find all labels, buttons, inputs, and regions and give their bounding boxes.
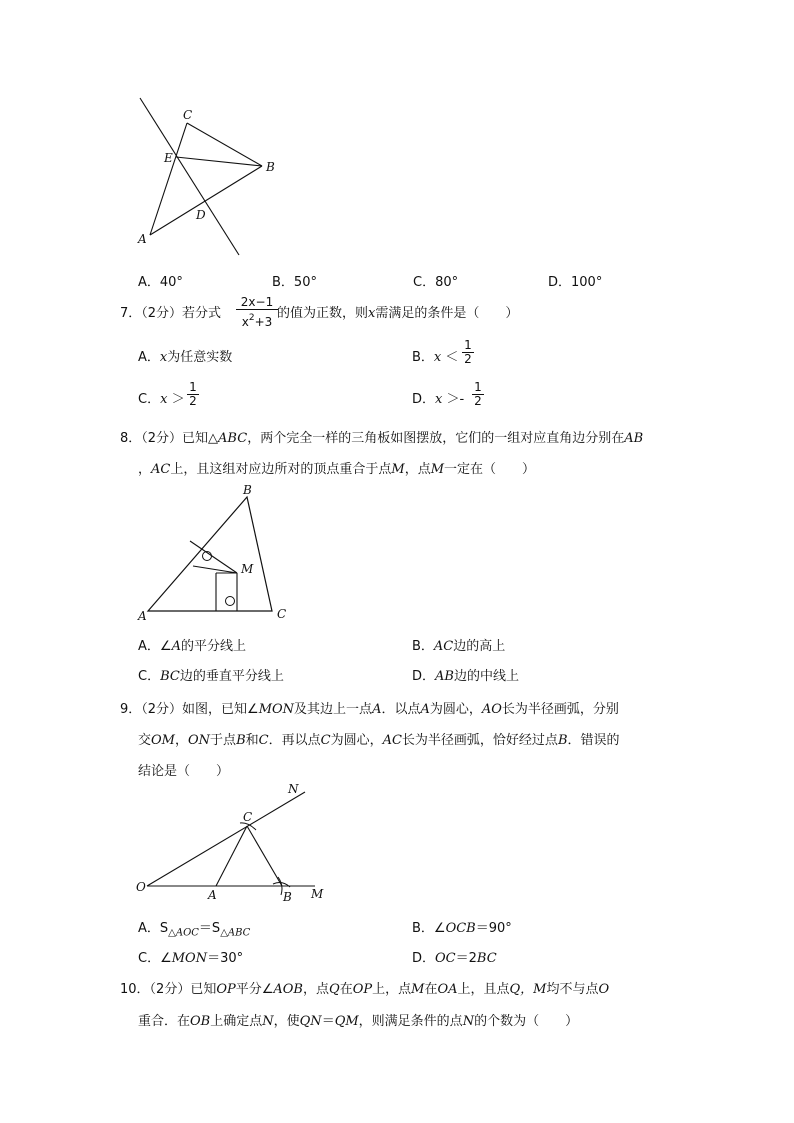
q8-option-b: B．AC边的高上 (412, 639, 506, 654)
q8-label-m: M (241, 562, 254, 576)
q9-label-b: B (283, 890, 292, 904)
q7-option-c-fraction: $\frac{1}{2}$ (187, 381, 199, 408)
q7-fraction: $\frac{2x-1}{x^2+3}$ (236, 296, 278, 329)
q9-stem-line2: 交OM，ON于点B和C．再以点C为圆心，AC长为半径画弧，恰好经过点B．错误的 (138, 733, 620, 748)
q9-label-a: A (208, 888, 217, 902)
q9-option-b: B．∠OCB＝90° (412, 921, 512, 936)
q6-label-d: D (196, 208, 206, 222)
q7-option-c: C．x ＞ (138, 392, 185, 407)
q6-option-d: D．100° (548, 275, 603, 290)
q6-label-e: E (164, 151, 173, 165)
q8-label-c: C (277, 607, 287, 621)
q7-stem: 7．（2分）若分式 (120, 306, 222, 321)
q9-option-c: C．∠MON＝30° (138, 951, 244, 966)
q6-option-c: C．80° (413, 275, 459, 290)
q8-label-a: A (138, 609, 147, 623)
q9-stem-line1: 9．（2分）如图，已知∠MON及其边上一点A．以点A为圆心，AO长为半径画弧，分别 (120, 702, 619, 717)
q9-stem-line3: 结论是（ ） (138, 764, 230, 779)
q9-label-c: C (243, 810, 253, 824)
q9-option-d: D．OC＝2BC (412, 951, 497, 966)
q9-label-m: M (311, 887, 324, 901)
q8-stem-line1: 8．（2分）已知△ABC，两个完全一样的三角板如图摆放，它们的一组对应直角边分别在AB (120, 431, 644, 446)
q7-option-d: D．x ＞- (412, 392, 465, 407)
q6-label-a: A (138, 232, 147, 246)
q9-label-n: N (288, 782, 299, 796)
q7-option-d-fraction: $\frac{1}{2}$ (472, 381, 484, 408)
q9-option-a: A．$S_{\triangle AOC}=S_{\triangle ABC}$ (138, 921, 251, 939)
q8-option-c: C．BC边的垂直平分线上 (138, 669, 284, 684)
q6-option-b: B．50° (272, 275, 317, 290)
q8-option-d: D．AB边的中线上 (412, 669, 519, 684)
q9-label-o: O (136, 880, 146, 894)
q6-label-c: C (183, 108, 193, 122)
q7-stem-tail: 的值为正数，则x需满足的条件是（ ） (277, 306, 519, 321)
q6-label-b: B (266, 160, 275, 174)
q7-option-a: A．x为任意实数 (138, 350, 233, 365)
q8-stem-line2: ，AC上，且这组对应边所对的顶点重合于点M，点M一定在（ ） (138, 462, 536, 477)
q8-option-a: A．∠A的平分线上 (138, 639, 246, 654)
q8-label-b: B (243, 483, 252, 497)
q7-option-b: B．x ＜ (412, 350, 459, 365)
q6-option-a: A．40° (138, 275, 183, 290)
q7-option-b-fraction: $\frac{1}{2}$ (462, 339, 474, 366)
q10-stem-line2: 重合．在OB上确定点N，使QN＝QM，则满足条件的点N的个数为（ ） (138, 1014, 579, 1029)
q10-stem-line1: 10．（2分）已知OP平分∠AOB，点Q在OP上，点M在OA上，且点Q，M均不与点O (120, 982, 610, 997)
